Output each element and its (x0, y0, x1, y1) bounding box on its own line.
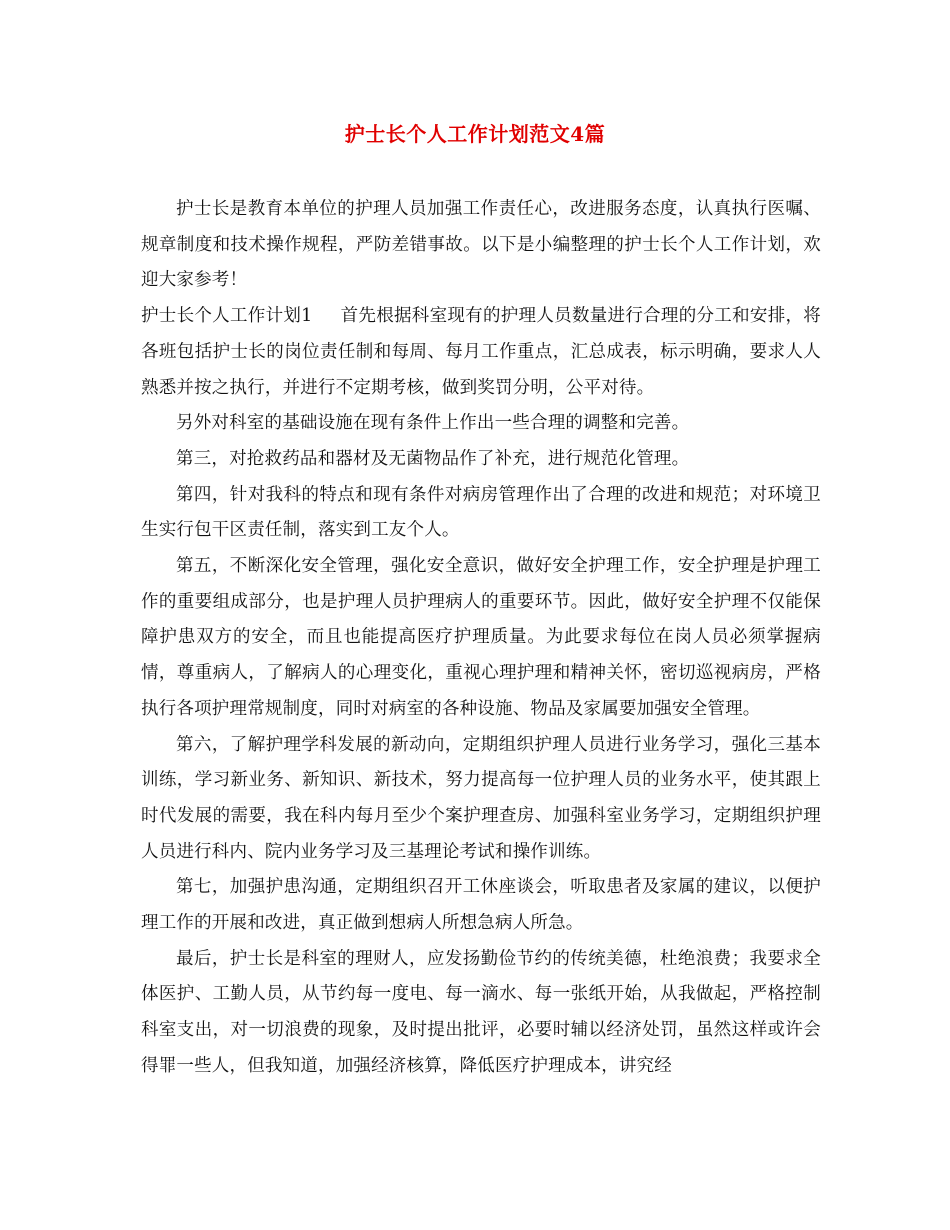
document-title: 护士长个人工作计划范文4篇 (344, 122, 606, 146)
plan-1-text: 首先根据科室现有的护理人员数量进行合理的分工和安排，将各班包括护士长的岗位责任制和每周、每月工作重点，汇总成表，标示明确，要求人人熟悉并按之执行，并进行不定期考核，做到奖罚分明，公平对待。 (141, 306, 821, 398)
paragraph-last: 最后，护士长是科室的理财人，应发扬勤俭节约的传统美德，杜绝浪费；我要求全体医护、工勤人员，从节约每一度电、每一滴水、每一张纸开始，从我做起，严格控制科室支出，对一切浪费的现象，及时提出批评，必要时辅以经济处罚，虽然这样或许会得罪一些人，但我知道，加强经济核算，降低医疗护理成本，讲究经 (141, 948, 821, 1076)
paragraph-sixth: 第六，了解护理学科发展的新动向，定期组织护理人员进行业务学习，强化三基本训练，学习新业务、新知识、新技术，努力提高每一位护理人员的业务水平，使其跟上时代发展的需要，我在科内每月至少个案护理查房、加强科室业务学习，定期组织护理人员进行科内、院内业务学习及三基理论考试和操作训练。 (141, 734, 821, 862)
paragraph-fifth: 第五，不断深化安全管理，强化安全意识，做好安全护理工作，安全护理是护理工作的重要组成部分，也是护理人员护理病人的重要环节。因此，做好安全护理不仅能保障护患双方的安全，而且也能提高医疗护理质量。为此要求每位在岗人员必须掌握病情，尊重病人，了解病人的心理变化，重视心理护理和精神关怀，密切巡视病房，严格执行各项护理常规制度，同时对病室的各种设施、物品及家属要加强安全管理。 (141, 556, 821, 719)
paragraph-infrastructure: 另外对科室的基础设施在现有条件上作出一些合理的调整和完善。 (176, 413, 690, 434)
paragraph-third: 第三，对抢救药品和器材及无菌物品作了补充，进行规范化管理。 (176, 448, 690, 469)
paragraph-seventh: 第七，加强护患沟通，定期组织召开工休座谈会，听取患者及家属的建议，以便护理工作的开展和改进，真正做到想病人所想急病人所急。 (141, 877, 821, 934)
plan-heading: 护士长个人工作计划1 (141, 306, 313, 327)
plan-1-paragraph (141, 299, 821, 406)
intro-paragraph: 护士长是教育本单位的护理人员加强工作责任心，改进服务态度，认真执行医嘱、规章制度和技术操作规程，严防差错事故。以下是小编整理的护士长个人工作计划，欢迎大家参考！ (141, 199, 821, 291)
document-body (141, 192, 821, 1085)
paragraph-fourth: 第四，针对我科的特点和现有条件对病房管理作出了合理的改进和规范；对环境卫生实行包干区责任制，落实到工友个人。 (141, 484, 821, 541)
